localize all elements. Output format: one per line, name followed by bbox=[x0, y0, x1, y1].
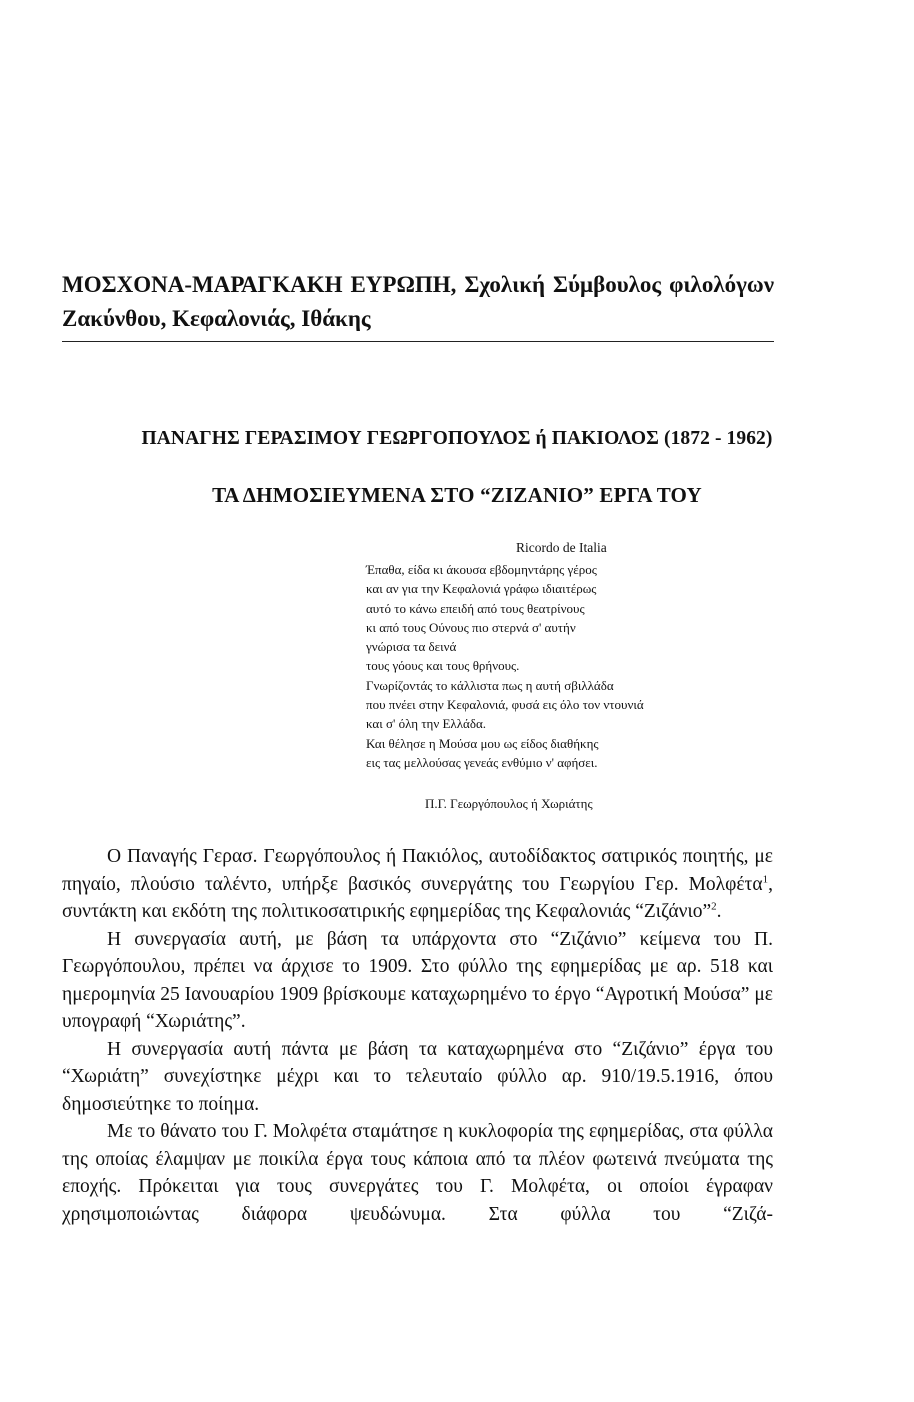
body-paragraph: Η συνεργασία αυτή, με βάση τα υπάρχοντα στο “Ζιζάνιο” κείμενα του Π. Γεωργόπουλου, πρέπει να άρχισε το 1909. Στο φύλλο της εφημερίδας με αρ. 518 και ημερομηνία 25 Ιανουαρίου 1909 βρίσκουμε καταχωρημένο το έργο “Αγροτική Μούσα” με υπογραφή “Χωριάτης”. bbox=[62, 928, 773, 1032]
poem-line: Έπαθα, είδα κι άκουσα εβδομηντάρης γέρος bbox=[366, 562, 597, 577]
article-title: ΠΑΝΑΓΗΣ ΓΕΡΑΣΙΜΟΥ ΓΕΩΡΓΟΠΟΥΛΟΣ ή ΠΑΚΙΟΛΟΣ (1872 - 1962) bbox=[141, 428, 773, 449]
footnote-ref[interactable]: 2 bbox=[711, 900, 717, 913]
poem-line: τους γόους και τους θρήνους. bbox=[366, 658, 520, 674]
poem-epigraph bbox=[366, 560, 644, 772]
body-paragraph bbox=[62, 843, 773, 926]
article-body bbox=[62, 843, 773, 1228]
poem-line: εις τας μελλούσας γενεάς ενθύμιο ν' αφήσει. bbox=[366, 754, 598, 770]
article-subtitle: ΤΑ ΔΗΜΟΣΙΕΥΜΕΝΑ ΣΤΟ “ΖΙΖΑΝΙΟ” ΕΡΓΑ ΤΟΥ bbox=[212, 483, 702, 507]
body-paragraph: Με το θάνατο του Γ. Μολφέτα σταμάτησε η κυκλοφορία της εφημερίδας, στα φύλλα της οποίας έλαμψαν με ποικίλα έργα τους κάποια από τα πλέον φωτεινά πνεύματα της εποχής. Πρόκειται για τους συνεργάτες του Γ. Μολφέτα, οι οποίοι έγραφαν χρησιμοποιώντας διάφορα ψευδώνυμα. Στα φύλλα του “Ζιζά- bbox=[62, 1121, 773, 1225]
paragraph-text: , συντάκτη και εκδότη της πολιτικοσατιρικής εφημερίδας της Κεφαλονιάς “Ζιζάνιο” bbox=[62, 873, 773, 922]
header-divider bbox=[62, 341, 774, 342]
poem-line: Γνωρίζοντάς το κάλλιστα πως η αυτή σβιλλάδα bbox=[366, 677, 614, 693]
author-header: ΜΟΣΧΟΝΑ-ΜΑΡΑΓΚΑΚΗ ΕΥΡΩΠΗ, Σχολική Σύμβουλος φιλολόγων Ζακύνθου, Κεφαλονιάς, Ιθάκης bbox=[62, 272, 774, 331]
footnote-ref[interactable]: 1 bbox=[762, 873, 769, 885]
paragraph-text: Ο Παναγής Γερασ. Γεωργόπουλος ή Πακιόλος, αυτοδίδακτος σατιρικός ποιητής, με πηγαίο, πλούσιο ταλέντο, υπήρξε βασικός συνεργάτης του Γεωργίου Γερ. Μολφέτα bbox=[62, 846, 773, 895]
poem-title: Ricordo de Italia bbox=[516, 540, 607, 555]
poem-line: Και θέλησε η Μούσα μου ως είδος διαθήκης bbox=[366, 735, 599, 751]
paragraph-text: . bbox=[716, 901, 722, 922]
poem-line: αυτό το κάνω επειδή από τους θεατρίνους bbox=[366, 600, 585, 616]
body-paragraph: Η συνεργασία αυτή πάντα με βάση τα καταχωρημένα στο “Ζιζάνιο” έργα του “Χωριάτη” συνεχίστηκε μέχρι και το τελευταίο φύλλο αρ. 910/19.5.1916, όπου δημοσιεύτηκε το ποίημα. bbox=[62, 1038, 773, 1115]
poem-line: γνώρισα τα δεινά bbox=[366, 639, 457, 655]
poem-line: που πνέει στην Κεφαλονιά, φυσά εις όλο τον ντουνιά bbox=[366, 697, 644, 713]
poem-line: κι από τους Ούνους πιο στερνά σ' αυτήν bbox=[366, 619, 576, 635]
poem-line: και σ' όλη την Ελλάδα. bbox=[366, 716, 487, 732]
poem-signature: Π.Γ. Γεωργόπουλος ή Χωριάτης bbox=[425, 796, 593, 811]
poem-line: και αν για την Κεφαλονιά γράφω ιδιαιτέρως bbox=[366, 581, 597, 597]
